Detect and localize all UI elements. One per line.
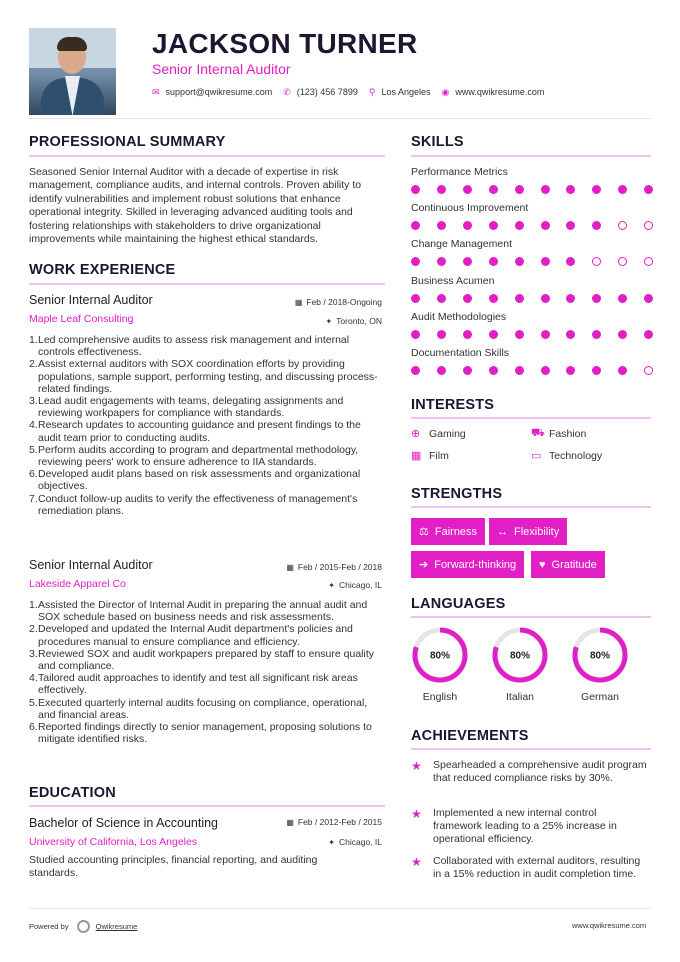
job-dates: ▦ Feb / 2018-Ongoing [294, 297, 382, 307]
skill-label: Performance Metrics [411, 166, 508, 178]
candidate-name: JACKSON TURNER [152, 28, 418, 59]
star-icon: ★ [411, 759, 422, 773]
achievement-item: Collaborated with external auditors, resulting in a 15% reduction in audit completion time. [433, 855, 641, 880]
skill-dot [489, 221, 498, 230]
footer-divider [29, 908, 651, 909]
envelope-icon: ✉ [152, 86, 160, 97]
education-rule [29, 805, 385, 807]
school-name: University of California, Los Angeles [29, 836, 198, 848]
skill-label: Business Acumen [411, 274, 495, 287]
skill-dot [592, 366, 601, 375]
list-item: 3. Lead audit engagements with teams, delegating assignments and reviewing workpapers for compliance with standards. [29, 395, 344, 420]
globe-icon: ◉ [441, 86, 450, 97]
shopping-bag-icon: ⛟ [531, 427, 545, 439]
skill-dot [515, 294, 524, 303]
education-location: ✦ Chicago, IL [328, 837, 382, 847]
skill-rating [411, 257, 651, 267]
list-item: 6. Developed audit plans based on risk assessments and organizational objectives. [29, 468, 361, 493]
scale-icon: ⚖ [419, 526, 429, 538]
skill-dot [644, 257, 653, 266]
languages-title: LANGUAGES [411, 596, 506, 612]
skill-rating [411, 185, 651, 195]
skill-rating [411, 294, 651, 304]
list-item: 3. Reviewed SOX and audit workpapers prepared by staff to ensure quality and compliance. [29, 647, 374, 673]
contact-location [369, 87, 431, 98]
skill-dot [644, 366, 653, 375]
job-location: ✦ Chicago, IL [328, 580, 382, 590]
skill-dot [437, 185, 446, 194]
powered-by-text: Powered by [29, 922, 69, 931]
skill-dot [541, 330, 550, 339]
skill-dot [541, 185, 550, 194]
list-item: 1. Assisted the Director of Internal Audit in preparing the annual audit and SOX schedule based on business needs and risk assessments. [29, 599, 368, 624]
language-percent: 80% [429, 650, 451, 662]
skill-label: Documentation Skills [411, 347, 510, 359]
skill-dot [515, 330, 524, 339]
contact-email-text: support@qwikresume.com [165, 87, 273, 97]
job-company: Maple Leaf Consulting [29, 313, 134, 325]
skill-rating [411, 221, 651, 231]
skill-rating [411, 366, 651, 376]
job-bullets [29, 334, 385, 517]
language-percent: 80% [509, 650, 531, 662]
footer-website[interactable]: www.qwikresume.com [572, 921, 647, 930]
skill-dot [515, 185, 524, 194]
skill-dot [541, 257, 550, 266]
skills-rule [411, 155, 651, 157]
calendar-icon: ▦ [294, 298, 303, 307]
heart-icon: ♥ [539, 558, 546, 571]
candidate-role: Senior Internal Auditor [152, 61, 291, 77]
skill-dot [411, 185, 420, 194]
interest-fashion: ⛟ Fashion [531, 427, 587, 440]
star-icon: ★ [411, 855, 422, 869]
resume-header [0, 0, 680, 118]
list-item: 2. Assist external auditors with SOX coordination efforts by providing populations, sample support, performing testing, and discussing process-related findings. [29, 358, 378, 395]
skill-dot [411, 366, 420, 375]
job-company: Lakeside Apparel Co [29, 578, 126, 590]
skill-dot [592, 330, 601, 339]
skill-dot [411, 221, 420, 230]
star-icon: ★ [411, 807, 422, 821]
skill-dot [437, 221, 446, 230]
contact-location-text: Los Angeles [381, 87, 431, 97]
skill-dot [566, 221, 575, 230]
strength-tag: ⚖ Fairness [411, 518, 485, 545]
pushpin-icon: ✦ [325, 317, 333, 326]
strength-tag: ♥ Gratitude [531, 551, 605, 578]
skill-dot [437, 366, 446, 375]
calendar-icon: ▦ [286, 563, 294, 572]
skill-dot [592, 221, 601, 230]
list-item: 2. Developed and updated the Internal Audit department's policies and procedures manual to ensure compliance and efficiency. [29, 623, 353, 648]
skill-dot [644, 185, 653, 194]
contact-website-text: www.qwikresume.com [455, 87, 545, 97]
list-item: 7. Conduct follow-up audits to verify the effectiveness of management's remediation plans. [29, 492, 358, 517]
skill-dot [566, 257, 575, 266]
list-item: 4. Research updates to accounting guidance and present findings to the audit team prior to conducting audits. [29, 419, 361, 444]
skill-dot [489, 257, 498, 266]
skill-dot [592, 294, 601, 303]
interests-rule [411, 417, 651, 419]
skill-rating [411, 330, 651, 340]
skill-dot [463, 330, 472, 339]
languages-rule [411, 616, 651, 618]
language-name: Italian [505, 691, 535, 703]
pushpin-icon: ✦ [328, 581, 335, 590]
achievements-title: ACHIEVEMENTS [411, 728, 529, 744]
skill-dot [618, 330, 627, 339]
skill-dot [463, 185, 472, 194]
language-name: German [581, 691, 619, 703]
skill-dot [618, 294, 627, 303]
skill-dot [463, 221, 472, 230]
contact-website[interactable] [441, 87, 544, 98]
skill-dot [644, 330, 653, 339]
interest-film: ▦ Film [411, 449, 449, 462]
contact-phone[interactable] [283, 87, 358, 98]
list-item: 6. Reported findings directly to senior management, proposing solutions to mitigate identified risks. [29, 721, 372, 746]
skill-dot [489, 366, 498, 375]
summary-text: Seasoned Senior Internal Auditor with a decade of expertise in risk management, compliance audits, and internal controls. Proven ability to identify vulnerabilities and implement robust solutions that enhance operational integrity. Skilled in leveraging advanced auditing tools and fostering relationships with stakeholders to drive organizational improvements while maintaining the highest ethical standards. [29, 166, 362, 246]
strength-tag: ↔ Flexibility [489, 518, 567, 545]
skill-dot [644, 294, 653, 303]
achievements-rule [411, 748, 651, 750]
skill-dot [411, 330, 420, 339]
skill-dot [566, 185, 575, 194]
job-title: Senior Internal Auditor [29, 293, 153, 307]
job-bullets [29, 599, 385, 745]
qwikresume-logo-icon [77, 920, 90, 933]
contact-bar [152, 86, 555, 98]
skill-dot [463, 294, 472, 303]
list-item: 4. Tailored audit approaches to identify and test all significant risk areas effectively. [29, 672, 358, 697]
skill-dot [515, 366, 524, 375]
job-title: Senior Internal Auditor [29, 558, 153, 572]
laptop-icon: ▭ [531, 450, 542, 462]
skill-dot [592, 185, 601, 194]
skill-dot [644, 221, 653, 230]
powered-by [29, 920, 137, 933]
skill-dot [437, 257, 446, 266]
profile-photo [29, 28, 116, 115]
contact-phone-text: (123) 456 7899 [296, 87, 358, 97]
film-icon: ▦ [411, 450, 422, 462]
skill-dot [489, 185, 498, 194]
skill-dot [411, 294, 420, 303]
list-item: 1. Led comprehensive audits to assess risk management and internal controls effectiveness. [29, 334, 350, 359]
list-item: 5. Executed quarterly internal audits focusing on compliance, operational, and financial areas. [29, 696, 368, 721]
education-title: EDUCATION [29, 785, 116, 801]
skill-dot [437, 330, 446, 339]
education-description: Studied accounting principles, financial reporting, and auditing standards. [29, 854, 318, 879]
skill-dot [437, 294, 446, 303]
phone-icon: ✆ [283, 86, 291, 97]
language-gauges [400, 620, 650, 690]
header-divider [29, 118, 651, 119]
job-location: ✦ Toronto, ON [325, 316, 382, 326]
skill-dot [489, 294, 498, 303]
skill-dot [411, 257, 420, 266]
summary-title: PROFESSIONAL SUMMARY [29, 134, 226, 150]
achievement-item: Implemented a new internal control framework leading to a 25% increase in operational efficiency. [433, 807, 617, 845]
achievement-item: Spearheaded a comprehensive audit program that reduced compliance risks by 30%. [433, 759, 647, 784]
skill-dot [541, 366, 550, 375]
strengths-title: STRENGTHS [411, 486, 503, 502]
job-dates: ▦ Feb / 2015-Feb / 2018 [286, 562, 382, 572]
list-item: 5. Perform audits according to program and departmental methodology, reviewing peers' work to ensure adherence to IIA standards. [29, 443, 359, 469]
contact-email[interactable] [152, 87, 272, 98]
interests-title: INTERESTS [411, 397, 495, 413]
skill-dot [541, 221, 550, 230]
language-name: English [422, 691, 458, 703]
skill-dot [463, 366, 472, 375]
pushpin-icon: ✦ [328, 838, 335, 847]
skill-dot [489, 330, 498, 339]
interest-technology: ▭ Technology [531, 449, 603, 462]
strength-tag: ➔ Forward-thinking [411, 551, 524, 578]
skill-dot [515, 221, 524, 230]
skill-label: Continuous Improvement [411, 202, 529, 215]
strengths-rule [411, 506, 651, 508]
skill-dot [592, 257, 601, 266]
skill-dot [566, 330, 575, 339]
degree-title: Bachelor of Science in Accounting [29, 816, 219, 830]
skill-dot [566, 294, 575, 303]
gamepad-icon: ⊕ [411, 428, 421, 440]
calendar-icon: ▦ [286, 818, 294, 827]
skill-label: Audit Methodologies [411, 310, 507, 323]
interest-gaming: ⊕ Gaming [411, 427, 466, 440]
education-dates: ▦ Feb / 2012-Feb / 2015 [286, 817, 382, 827]
language-percent: 80% [589, 650, 611, 662]
skills-title: SKILLS [411, 134, 464, 150]
skill-dot [618, 366, 627, 375]
arrows-horizontal-icon: ↔ [497, 525, 508, 538]
skill-label: Change Management [411, 238, 512, 251]
summary-rule [29, 155, 385, 157]
experience-title: WORK EXPERIENCE [29, 262, 176, 278]
skill-dot [463, 257, 472, 266]
skill-dot [618, 221, 627, 230]
location-pin-icon: ⚲ [368, 86, 376, 97]
skill-dot [515, 257, 524, 266]
skill-dot [541, 294, 550, 303]
experience-rule [29, 283, 385, 285]
skill-dot [618, 185, 627, 194]
skill-dot [618, 257, 627, 266]
brand-link[interactable]: Qwikresume [95, 922, 138, 931]
skill-dot [566, 366, 575, 375]
arrow-right-icon: ➔ [419, 559, 429, 571]
